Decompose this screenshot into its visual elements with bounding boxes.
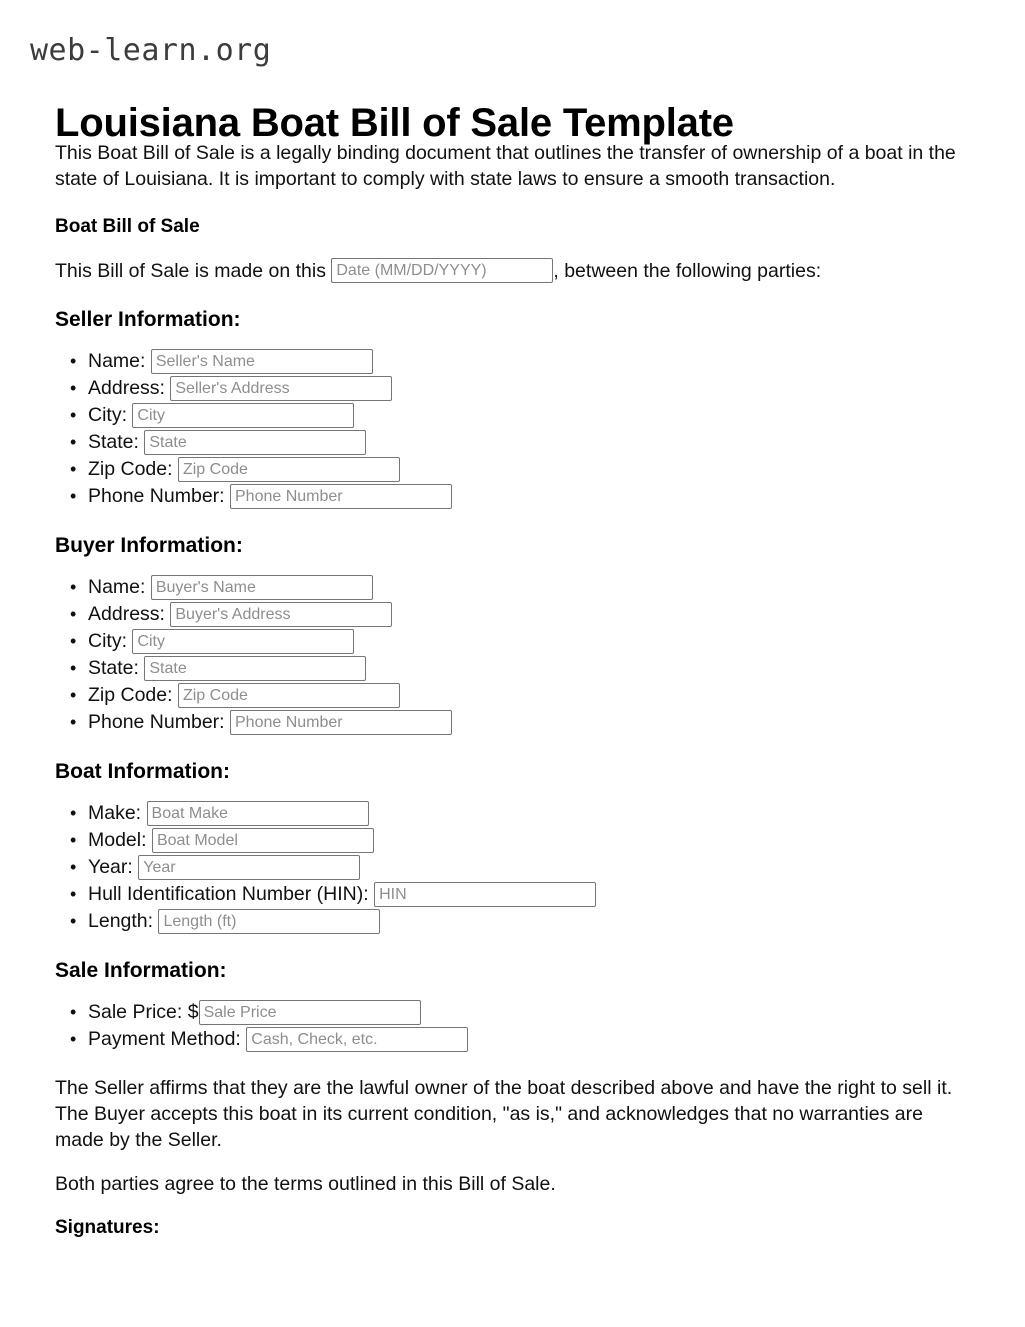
list-item [88, 375, 960, 402]
spacer [55, 240, 960, 258]
boat-length-label: Length: [88, 910, 154, 933]
sale-field-list [55, 999, 960, 1053]
seller-phone-input[interactable]: Phone Number [230, 484, 452, 509]
boat-section-heading: Boat Information: [55, 760, 230, 784]
seller-name-label: Name: [88, 350, 146, 373]
buyer-address-label: Address: [88, 603, 165, 626]
spacer [55, 736, 960, 758]
list-item [88, 827, 960, 854]
spacer [55, 1197, 960, 1215]
payment-method-label: Payment Method: [88, 1028, 241, 1051]
sale-price-input[interactable]: Sale Price [199, 1000, 421, 1025]
seller-address-label: Address: [88, 377, 165, 400]
buyer-address-input[interactable]: Buyer's Address [170, 602, 392, 627]
buyer-phone-label: Phone Number: [88, 711, 225, 734]
sale-section-heading: Sale Information: [55, 959, 227, 983]
date-line [55, 258, 960, 284]
boat-year-input[interactable]: Year [138, 855, 360, 880]
list-item [88, 456, 960, 483]
list-item [88, 682, 960, 709]
list-item [88, 800, 960, 827]
boat-year-label: Year: [88, 856, 133, 879]
seller-phone-label: Phone Number: [88, 485, 225, 508]
list-item [88, 908, 960, 935]
boat-make-label: Make: [88, 802, 142, 825]
buyer-zip-label: Zip Code: [88, 684, 173, 707]
boat-model-label: Model: [88, 829, 147, 852]
seller-address-input[interactable]: Seller's Address [170, 376, 392, 401]
spacer [55, 560, 960, 574]
spacer [55, 284, 960, 306]
list-item [88, 881, 960, 908]
spacer [55, 192, 960, 214]
site-brand: web-learn.org [30, 33, 272, 68]
buyer-city-input[interactable]: City [132, 629, 354, 654]
seller-zip-label: Zip Code: [88, 458, 173, 481]
list-item [88, 655, 960, 682]
list-item [88, 348, 960, 375]
buyer-state-input[interactable]: State [144, 656, 366, 681]
buyer-phone-input[interactable]: Phone Number [230, 710, 452, 735]
seller-city-label: City: [88, 404, 127, 427]
list-item [88, 402, 960, 429]
seller-name-input[interactable]: Seller's Name [151, 349, 373, 374]
list-item [88, 483, 960, 510]
intro-paragraph: This Boat Bill of Sale is a legally binding document that outlines the transfer of ownership of a boat in the state of Louisiana. It is important to comply with state laws to ensure a smooth transaction. [55, 142, 956, 190]
signatures-heading: Signatures: [55, 1217, 160, 1239]
agreement-paragraph: Both parties agree to the terms outlined in this Bill of Sale. [55, 1173, 556, 1196]
list-item [88, 1026, 960, 1053]
date-line-suffix: , between the following parties: [553, 260, 822, 282]
seller-state-label: State: [88, 431, 139, 454]
boat-field-list [55, 800, 960, 935]
affirmation-paragraph: The Seller affirms that they are the lawful owner of the boat described above and have the right to sell it. The Buyer accepts this boat in its current condition, "as is," and acknowledges that no warranties are made by the Seller. [55, 1077, 953, 1152]
date-input[interactable]: Date (MM/DD/YYYY) [331, 258, 553, 283]
date-line-prefix: This Bill of Sale is made on this [55, 260, 332, 282]
spacer [55, 1053, 960, 1075]
seller-state-input[interactable]: State [144, 430, 366, 455]
page-title: Louisiana Boat Bill of Sale Template [55, 100, 734, 145]
buyer-state-label: State: [88, 657, 139, 680]
spacer [55, 786, 960, 800]
list-item [88, 854, 960, 881]
spacer [55, 1153, 960, 1171]
boat-make-input[interactable]: Boat Make [147, 801, 369, 826]
buyer-field-list [55, 574, 960, 736]
bill-of-sale-heading: Boat Bill of Sale [55, 216, 200, 237]
list-item [88, 574, 960, 601]
seller-city-input[interactable]: City [132, 403, 354, 428]
list-item [88, 709, 960, 736]
buyer-section-heading: Buyer Information: [55, 534, 243, 558]
payment-method-input[interactable]: Cash, Check, etc. [246, 1027, 468, 1052]
seller-field-list [55, 348, 960, 510]
boat-hin-label: Hull Identification Number (HIN): [88, 883, 369, 906]
boat-hin-input[interactable]: HIN [374, 882, 596, 907]
seller-zip-input[interactable]: Zip Code [178, 457, 400, 482]
spacer [55, 334, 960, 348]
list-item [88, 999, 960, 1026]
spacer [55, 510, 960, 532]
spacer [55, 985, 960, 999]
sale-price-label: Sale Price: $ [88, 1001, 199, 1024]
list-item [88, 601, 960, 628]
buyer-name-label: Name: [88, 576, 146, 599]
boat-model-input[interactable]: Boat Model [152, 828, 374, 853]
list-item [88, 429, 960, 456]
buyer-name-input[interactable]: Buyer's Name [151, 575, 373, 600]
document-body [55, 140, 960, 1241]
boat-length-input[interactable]: Length (ft) [158, 909, 380, 934]
spacer [55, 935, 960, 957]
buyer-city-label: City: [88, 630, 127, 653]
seller-section-heading: Seller Information: [55, 308, 241, 332]
buyer-zip-input[interactable]: Zip Code [178, 683, 400, 708]
list-item [88, 628, 960, 655]
